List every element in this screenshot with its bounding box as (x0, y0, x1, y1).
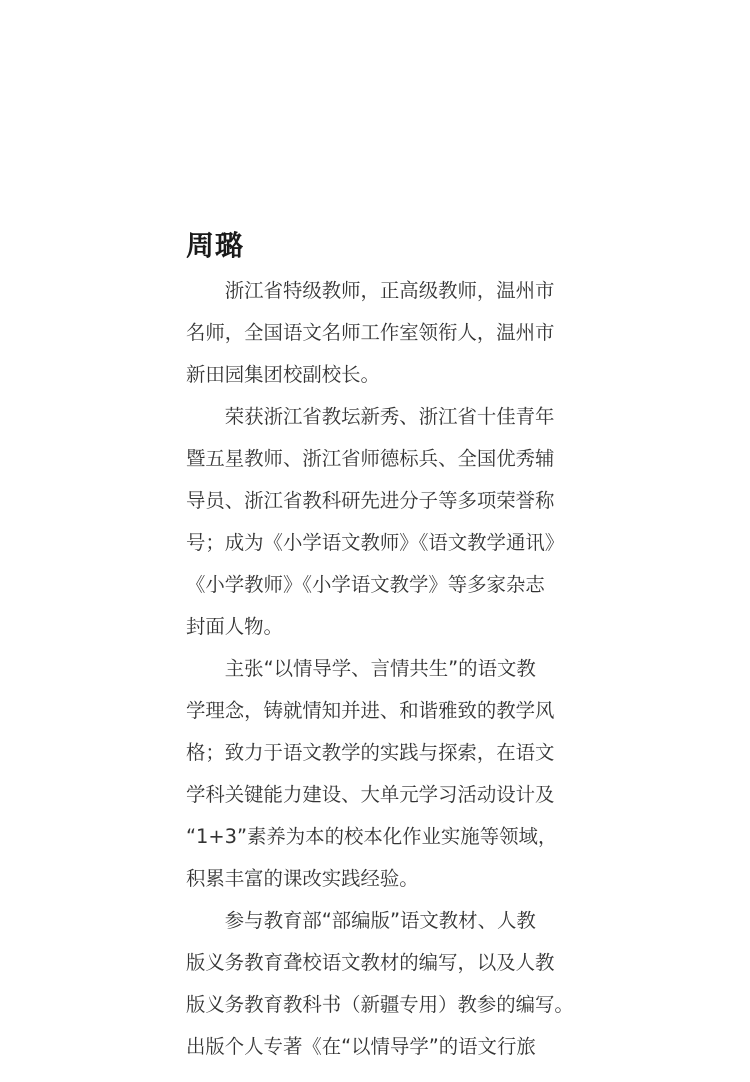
bio-line: 《小学教师》《小学语文教学》等多家杂志 (186, 573, 545, 596)
bio-paragraph-3 (186, 648, 578, 900)
bio-line: 号；成为《小学语文教师》《语文教学通讯》 (186, 531, 565, 554)
bio-line: 荣获浙江省教坛新秀、浙江省十佳青年 (224, 405, 555, 428)
bio-line: 版义务教育教科书（新疆专用）教参的编写。 (186, 993, 574, 1016)
bio-line: 参与教育部“部编版”语文教材、人教 (224, 909, 536, 932)
bio-paragraph-1 (186, 270, 578, 396)
bio-line: 名师，全国语文名师工作室领衔人，温州市 (186, 321, 555, 344)
bio-line: 格；致力于语文教学的实践与探索，在语文 (186, 741, 555, 764)
bio-line: 学科关键能力建设、大单元学习活动设计及 (186, 783, 555, 806)
bio-paragraph-4 (186, 900, 578, 1068)
bio-line: 出版个人专著《在“以情导学”的语文行旅 (186, 1035, 536, 1058)
bio-line: 浙江省特级教师，正高级教师，温州市 (224, 279, 555, 302)
bio-line: 新田园集团校副校长。 (186, 363, 380, 386)
bio-line: 学理念，铸就情知并进、和谐雅致的教学风 (186, 699, 555, 722)
bio-line: 积累丰富的课改实践经验。 (186, 867, 419, 890)
bio-line: 暨五星教师、浙江省师德标兵、全国优秀辅 (186, 447, 555, 470)
bio-line: 导员、浙江省教科研先进分子等多项荣誉称 (186, 489, 555, 512)
bio-line: 封面人物。 (186, 615, 283, 638)
bio-line: 版义务教育聋校语文教材的编写，以及人教 (186, 951, 555, 974)
bio-line: “1+3”素养为本的校本化作业实施等领域， (186, 825, 558, 848)
bio-line: 主张“以情导学、言情共生”的语文教 (224, 657, 536, 680)
author-name: 周璐 (186, 229, 245, 262)
author-bio (186, 270, 578, 1068)
bio-paragraph-2 (186, 396, 578, 648)
